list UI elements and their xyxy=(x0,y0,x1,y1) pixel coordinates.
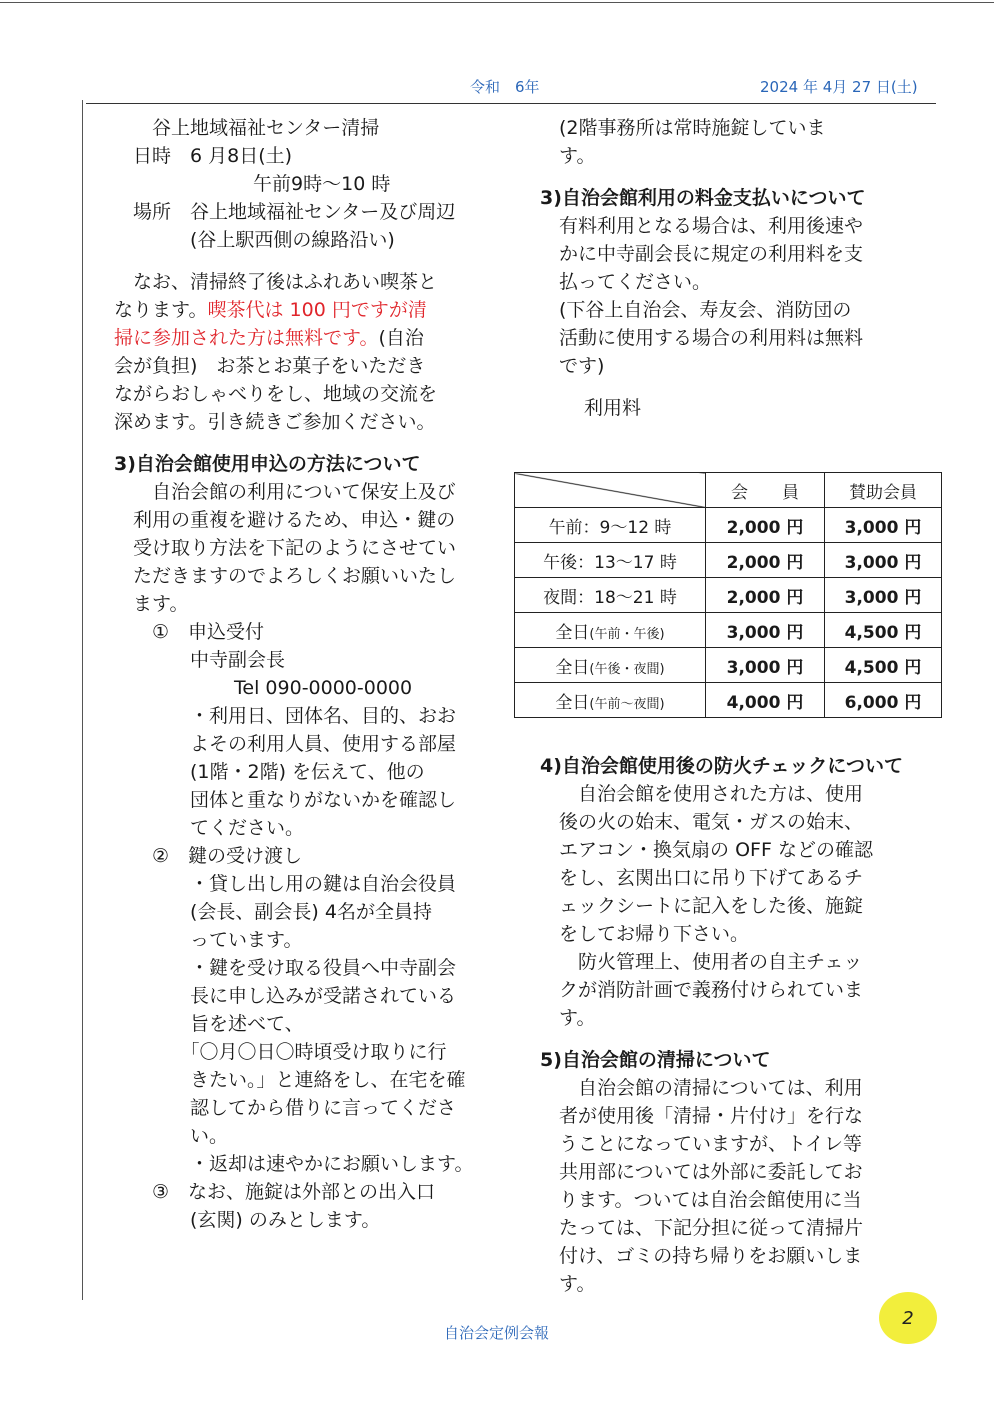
text-line: す。 xyxy=(540,145,596,167)
fee-member-value: 2,000 円 xyxy=(706,508,825,543)
fee-row xyxy=(515,683,942,718)
paragraph-gap xyxy=(114,436,514,450)
text-line: 活動に使用する場合の利用料は無料 xyxy=(540,327,864,349)
text-line xyxy=(114,324,514,352)
fee-period: 全日 xyxy=(555,692,590,713)
text-line: (玄関) のみとします。 xyxy=(114,1209,381,1231)
text-line: 付け、ゴミの持ち帰りをお願いしま xyxy=(540,1245,863,1267)
text-line: (1階・2階) を伝えて、他の xyxy=(114,761,425,783)
text-line: きたい。」と連絡をし、在宅を確 xyxy=(114,1069,466,1091)
paragraph-gap xyxy=(114,254,514,268)
text-line: 利用の重複を避けるため、申込・鍵の xyxy=(114,509,456,531)
text-line: をしてお帰り下さい。 xyxy=(540,923,750,945)
text-line: す。 xyxy=(540,1007,596,1029)
text-line: よその利用人員、使用する部屋 xyxy=(114,733,457,755)
fee-row-label xyxy=(515,648,706,683)
text-line: (下谷上自治会、寿友会、消防団の xyxy=(540,299,852,321)
fee-member-value: 2,000 円 xyxy=(706,578,825,613)
text-line: ・返却は速やかにお願いします。 xyxy=(114,1153,474,1175)
text-line xyxy=(114,296,514,324)
fee-period-note: (午後・夜間) xyxy=(589,661,665,677)
fee-supporter-value: 3,000 円 xyxy=(825,508,942,543)
section-heading: 4)自治会館使用後の防火チェックについて xyxy=(540,755,903,777)
paragraph-gap xyxy=(540,380,940,394)
fee-period: 全日 xyxy=(555,657,590,678)
text-line: 「〇月〇日〇時頃受け取りに行 xyxy=(114,1041,447,1063)
fee-member-value: 3,000 円 xyxy=(706,613,825,648)
fee-member-value: 3,000 円 xyxy=(706,648,825,683)
text-line: ます。 xyxy=(114,593,189,615)
header-era: 令和 6年 xyxy=(470,78,540,96)
text-line: かに中寺副会長に規定の利用料を支 xyxy=(540,243,864,265)
text-span: (自治 xyxy=(378,327,424,349)
fee-row xyxy=(515,613,942,648)
fee-period-note: (午前～夜間) xyxy=(589,696,665,712)
fee-table-header-row xyxy=(515,473,942,508)
text-line: 谷上地域福祉センター清掃 xyxy=(114,117,380,139)
fee-row xyxy=(515,578,942,613)
fee-row xyxy=(515,508,942,543)
text-line: たっては、下記分担に従って清掃片 xyxy=(540,1217,864,1239)
fee-table-corner xyxy=(515,473,706,508)
text-line: ① 申込受付 xyxy=(114,621,265,643)
fee-period: 午後：13～17 時 xyxy=(543,552,677,573)
fee-row-label xyxy=(515,543,706,578)
fee-row-label xyxy=(515,578,706,613)
fee-member-value: 2,000 円 xyxy=(706,543,825,578)
text-line: 会が負担) お茶とお菓子をいただき xyxy=(114,355,426,377)
text-line: す。 xyxy=(540,1273,596,1295)
text-line: 者が使用後「清掃・片付け」を行な xyxy=(540,1105,864,1127)
fee-supporter-value: 3,000 円 xyxy=(825,543,942,578)
text-line: Tel 090-0000-0000 xyxy=(114,677,413,699)
text-line: 利用料 xyxy=(540,397,642,419)
text-line: 自治会館を使用された方は、使用 xyxy=(540,783,864,805)
text-line: 自治会館の清掃については、利用 xyxy=(540,1077,863,1099)
text-line: ③ なお、施錠は外部との出入口 xyxy=(114,1181,436,1203)
text-line: なお、清掃終了後はふれあい喫茶と xyxy=(114,271,438,293)
text-line: 深めます。引き続きご参加ください。 xyxy=(114,411,436,433)
text-line: ・利用日、団体名、目的、おお xyxy=(114,705,457,727)
highlighted-text: 掃に参加された方は無料です。 xyxy=(114,327,379,349)
text-line: (会長、副会長) 4名が全員持 xyxy=(114,901,432,923)
fee-row xyxy=(515,543,942,578)
text-line: です) xyxy=(540,355,605,377)
text-line: (谷上駅西側の線路沿い) xyxy=(114,229,395,251)
text-line: 払ってください。 xyxy=(540,271,712,293)
fee-supporter-value: 4,500 円 xyxy=(825,648,942,683)
text-line: うことになっていますが、トイレ等 xyxy=(540,1133,863,1155)
fee-row xyxy=(515,648,942,683)
text-line: 長に申し込みが受諾されている xyxy=(114,985,457,1007)
paragraph-gap xyxy=(540,170,940,184)
page-number-badge: 2 xyxy=(879,1292,937,1344)
right-column-top xyxy=(540,114,940,422)
left-column xyxy=(114,114,514,1234)
text-line: 団体と重なりがないかを確認し xyxy=(114,789,457,811)
fee-period: 午前：9～12 時 xyxy=(548,517,672,538)
text-line: ② 鍵の受け渡し xyxy=(114,845,303,867)
text-line: エアコン・換気扇の OFF などの確認 xyxy=(540,839,873,861)
text-line: クが消防計画で義務付けられていま xyxy=(540,979,864,1001)
fee-supporter-value: 6,000 円 xyxy=(825,683,942,718)
section-heading: 5)自治会館の清掃について xyxy=(540,1049,771,1071)
text-line: 有料利用となる場合は、利用後速や xyxy=(540,215,864,237)
fee-supporter-value: 4,500 円 xyxy=(825,613,942,648)
text-line: ります。ついては自治会館使用に当 xyxy=(540,1189,862,1211)
section-heading: 3)自治会館利用の料金支払いについて xyxy=(540,187,866,209)
right-column-bottom xyxy=(540,752,960,1298)
header-rule xyxy=(86,103,936,104)
fee-period: 全日 xyxy=(555,622,590,643)
fee-table xyxy=(514,472,942,718)
fee-header-member: 会 員 xyxy=(706,473,825,508)
text-line: 中寺副会長 xyxy=(114,649,286,671)
footer-title: 自治会定例会報 xyxy=(444,1324,550,1342)
left-margin-line xyxy=(82,100,83,1300)
fee-row-label xyxy=(515,508,706,543)
text-line: 午前9時～10 時 xyxy=(114,173,391,195)
text-line: ただきますのでよろしくお願いいたし xyxy=(114,565,457,587)
text-line: 防火管理上、使用者の自主チェッ xyxy=(540,951,863,973)
top-edge-line xyxy=(0,2,994,3)
section-heading: 3)自治会館使用申込の方法について xyxy=(114,453,421,475)
fee-supporter-value: 3,000 円 xyxy=(825,578,942,613)
text-line: をし、玄関出口に吊り下げてあるチ xyxy=(540,867,864,889)
text-line: 日時 6 月8日(土) xyxy=(114,145,293,167)
fee-member-value: 4,000 円 xyxy=(706,683,825,718)
fee-row-label xyxy=(515,613,706,648)
text-line: ェックシートに記入をした後、施錠 xyxy=(540,895,864,917)
fee-period: 夜間：18～21 時 xyxy=(543,587,677,608)
text-line: ながらおしゃべりをし、地域の交流を xyxy=(114,383,438,405)
text-line: 自治会館の利用について保安上及び xyxy=(114,481,456,503)
text-line: 受け取り方法を下記のようにさせてい xyxy=(114,537,457,559)
text-span: なります。 xyxy=(114,299,208,321)
highlighted-text: 喫茶代は 100 円ですが清 xyxy=(207,299,427,321)
paragraph-gap xyxy=(540,1032,960,1046)
text-line: ・鍵を受け取る役員へ中寺副会 xyxy=(114,957,457,979)
header-date: 2024 年 4月 27 日(土) xyxy=(760,78,918,96)
text-line: 場所 谷上地域福祉センター及び周辺 xyxy=(114,201,456,223)
text-line: (2階事務所は常時施錠していま xyxy=(540,117,826,139)
text-line: 共用部については外部に委託してお xyxy=(540,1161,863,1183)
text-line: ・貸し出し用の鍵は自治会役員 xyxy=(114,873,457,895)
text-line: 旨を述べて、 xyxy=(114,1013,304,1035)
text-line: っています。 xyxy=(114,929,303,951)
text-line: てください。 xyxy=(114,817,305,839)
fee-period-note: (午前・午後) xyxy=(589,626,665,642)
text-line: 認してから借りに言ってくださ xyxy=(114,1097,457,1119)
fee-row-label xyxy=(515,683,706,718)
text-line: 後の火の始末、電気・ガスの始末、 xyxy=(540,811,864,833)
fee-header-supporter: 賛助会員 xyxy=(825,473,942,508)
text-line: い。 xyxy=(114,1125,229,1147)
